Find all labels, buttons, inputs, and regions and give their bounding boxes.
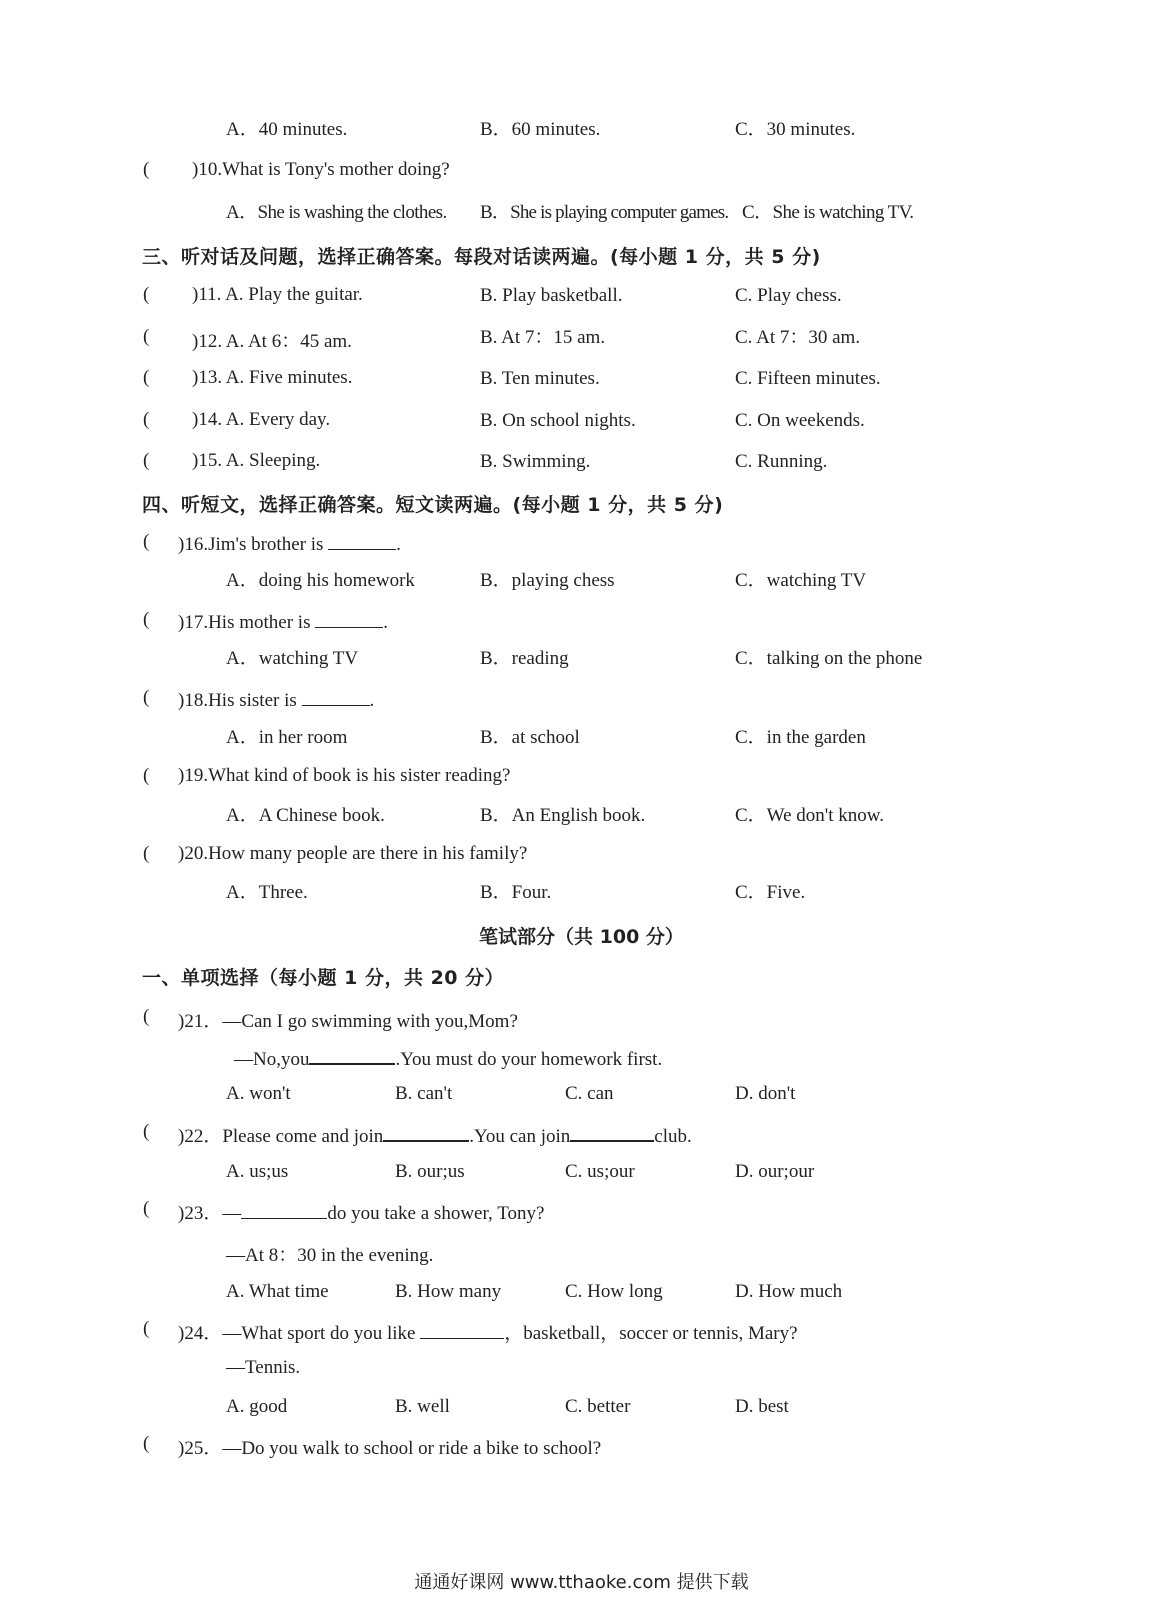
q10-option-a: A．She is washing the clothes. <box>226 202 447 223</box>
answer-paren: ( <box>143 409 150 430</box>
page-footer: 通通好课网 www.tthaoke.com 提供下载 <box>414 1572 749 1593</box>
q23-line2: —At 8：30 in the evening. <box>226 1245 434 1266</box>
q21-stem: )21．—Can I go swimming with you,Mom? <box>178 1011 518 1032</box>
answer-paren: ( <box>143 531 150 552</box>
answer-blank <box>241 1200 327 1219</box>
q10-option-c: C．She is watching TV. <box>742 202 914 223</box>
q12-option-c: C. At 7：30 am. <box>735 327 861 348</box>
q16-stem: )16.Jim's brother is . <box>178 531 401 556</box>
q24-line2: —Tennis. <box>226 1357 301 1378</box>
answer-paren: ( <box>143 1433 150 1454</box>
answer-blank <box>315 609 383 628</box>
q17-option-b: B．reading <box>480 648 569 669</box>
q23-option-a: A. What time <box>226 1281 329 1302</box>
q19-option-a: A．A Chinese book. <box>226 805 385 826</box>
q14-option-c: C. On weekends. <box>735 410 865 431</box>
answer-paren: ( <box>143 609 150 630</box>
q24-option-b: B. well <box>395 1396 450 1417</box>
answer-paren-open: ( <box>143 159 150 180</box>
q24-stem: )24．—What sport do you like ，basketball，soccer or tennis, Mary? <box>178 1318 798 1345</box>
q20-option-c: C．Five. <box>735 882 806 903</box>
q21-option-b: B. can't <box>395 1083 453 1104</box>
answer-blank <box>302 687 370 706</box>
answer-blank <box>570 1122 654 1142</box>
written-part-title: 笔试部分（共 100 分） <box>479 926 684 948</box>
q16-option-c: C．watching TV <box>735 570 867 591</box>
q12-stem: )12. A. At 6：45 am. <box>192 331 352 352</box>
q19-option-b: B．An English book. <box>480 805 646 826</box>
answer-paren: ( <box>143 687 150 708</box>
answer-paren: ( <box>143 1198 150 1219</box>
q21-line2: —No,you .You must do your homework first. <box>234 1045 662 1071</box>
q18-option-b: B．at school <box>480 727 580 748</box>
q24-option-c: C. better <box>565 1396 631 1417</box>
q17-option-c: C．talking on the phone <box>735 648 923 669</box>
q24-option-a: A. good <box>226 1396 288 1417</box>
answer-paren: ( <box>143 765 150 786</box>
answer-blank <box>383 1122 469 1142</box>
answer-paren: ( <box>143 367 150 388</box>
q14-stem: )14. A. Every day. <box>192 409 331 430</box>
q25-stem: )25．—Do you walk to school or ride a bike to school? <box>178 1438 602 1459</box>
part-1-title: 一、单项选择（每小题 1 分，共 20 分） <box>142 967 505 989</box>
section-3-title: 三、听对话及问题，选择正确答案。每段对话读两遍。(每小题 1 分，共 5 分) <box>142 246 821 268</box>
q20-option-b: B．Four. <box>480 882 552 903</box>
q19-stem: )19.What kind of book is his sister reading? <box>178 765 511 786</box>
q22-option-d: D. our;our <box>735 1161 815 1182</box>
answer-paren: ( <box>143 1121 150 1142</box>
q18-option-a: A．in her room <box>226 727 348 748</box>
q15-option-b: B. Swimming. <box>480 451 591 472</box>
q23-option-c: C. How long <box>565 1281 663 1302</box>
q17-option-a: A．watching TV <box>226 648 359 669</box>
q23-option-b: B. How many <box>395 1281 502 1302</box>
q19-option-c: C．We don't know. <box>735 805 884 826</box>
answer-paren: ( <box>143 1318 150 1339</box>
q9-option-b: B．60 minutes. <box>480 119 601 140</box>
q22-stem: )22．Please come and join .You can join club. <box>178 1121 692 1148</box>
q10-option-b: B．She is playing computer games. <box>480 202 729 223</box>
q22-option-a: A. us;us <box>226 1161 289 1182</box>
q16-option-a: A．doing his homework <box>226 570 415 591</box>
q14-option-b: B. On school nights. <box>480 410 636 431</box>
q10-stem: )10.What is Tony's mother doing? <box>192 159 450 180</box>
q20-stem: )20.How many people are there in his family? <box>178 843 528 864</box>
answer-paren: ( <box>143 326 150 347</box>
q18-stem: )18.His sister is . <box>178 687 374 712</box>
section-4-title: 四、听短文，选择正确答案。短文读两遍。(每小题 1 分，共 5 分) <box>142 494 724 516</box>
q22-option-b: B. our;us <box>395 1161 465 1182</box>
q12-option-b: B. At 7：15 am. <box>480 327 606 348</box>
answer-blank <box>420 1320 504 1339</box>
q16-option-b: B．playing chess <box>480 570 615 591</box>
q18-option-c: C．in the garden <box>735 727 866 748</box>
q21-option-d: D. don't <box>735 1083 796 1104</box>
answer-paren: ( <box>143 450 150 471</box>
q11-option-c: C. Play chess. <box>735 285 842 306</box>
q13-stem: )13. A. Five minutes. <box>192 367 353 388</box>
answer-paren: ( <box>143 284 150 305</box>
q24-option-d: D. best <box>735 1396 789 1417</box>
q13-option-c: C. Fifteen minutes. <box>735 368 881 389</box>
q17-stem: )17.His mother is . <box>178 609 388 634</box>
q11-option-b: B. Play basketball. <box>480 285 623 306</box>
q11-stem: )11. A. Play the guitar. <box>192 284 363 305</box>
answer-paren: ( <box>143 1006 150 1027</box>
answer-paren: ( <box>143 843 150 864</box>
q15-option-c: C. Running. <box>735 451 828 472</box>
q13-option-b: B. Ten minutes. <box>480 368 600 389</box>
answer-blank <box>328 531 396 550</box>
answer-blank <box>309 1045 395 1065</box>
q20-option-a: A．Three. <box>226 882 308 903</box>
q15-stem: )15. A. Sleeping. <box>192 450 321 471</box>
q9-option-a: A．40 minutes. <box>226 119 348 140</box>
q22-option-c: C. us;our <box>565 1161 635 1182</box>
q21-option-a: A. won't <box>226 1083 291 1104</box>
q9-option-c: C．30 minutes. <box>735 119 856 140</box>
q23-option-d: D. How much <box>735 1281 843 1302</box>
q21-option-c: C. can <box>565 1083 614 1104</box>
q23-stem: )23．— do you take a shower, Tony? <box>178 1198 544 1225</box>
